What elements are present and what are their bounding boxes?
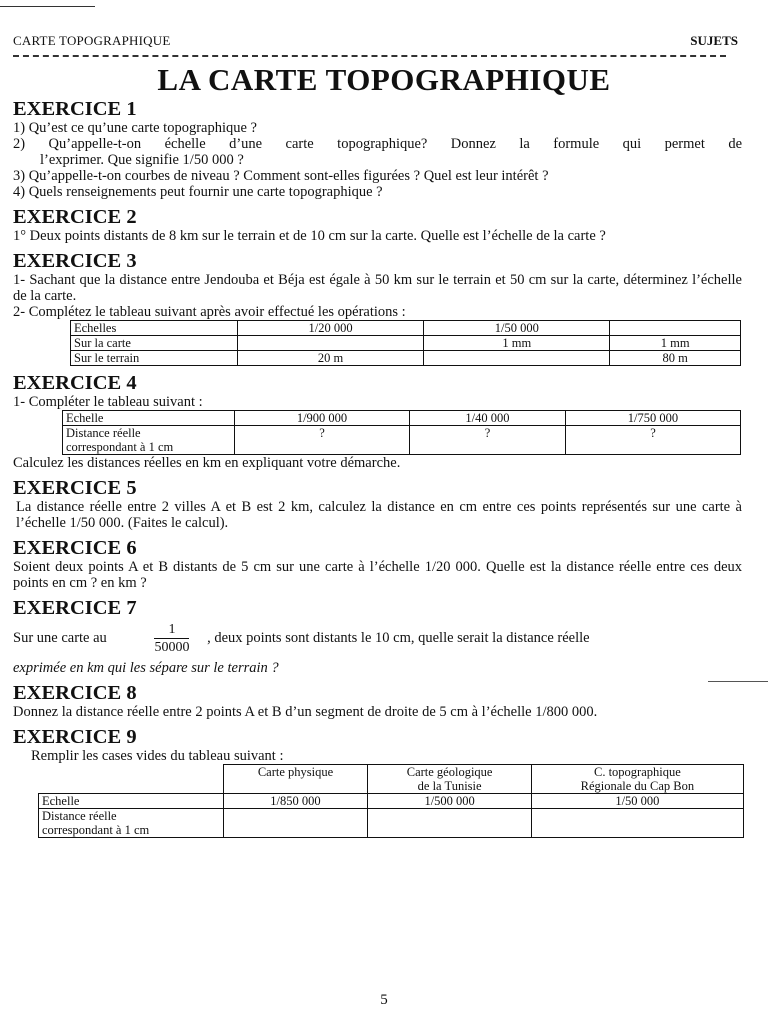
header-left: CARTE TOPOGRAPHIQUE bbox=[13, 33, 171, 48]
ex7-line-1 bbox=[13, 621, 742, 656]
exercise-3 bbox=[13, 250, 742, 366]
table-cell: 1 mm bbox=[424, 336, 610, 351]
table-row bbox=[71, 321, 741, 336]
ex4-instruction: Calculez les distances réelles en km en expliquant votre démarche. bbox=[13, 455, 401, 471]
table-row bbox=[71, 336, 741, 351]
ex3-table bbox=[70, 320, 741, 366]
table-cell: 20 m bbox=[238, 351, 424, 366]
stray-mark bbox=[708, 681, 768, 682]
cell-line: de la Tunisie bbox=[417, 779, 482, 793]
table-cell: ? bbox=[410, 426, 566, 455]
fraction-numerator: 1 bbox=[154, 621, 189, 639]
exercise-4 bbox=[13, 372, 742, 471]
ex1-question-2: 2) Qu’appelle-t-on échelle d’une carte topographique? Donnez la formule qui permet de bbox=[13, 136, 742, 152]
table-row bbox=[63, 411, 741, 426]
table-cell: 1/50 000 bbox=[424, 321, 610, 336]
exercise-3-title: EXERCICE 3 bbox=[13, 250, 137, 272]
ex3-question-1: 1- Sachant que la distance entre Jendouba et Béja est égale à 50 km sur le terrain et 50 cm sur la carte, déterminez l’échelle de la carte. bbox=[13, 272, 742, 304]
ex5-text: La distance réelle entre 2 villes A et B est 2 km, calculez la distance en cm entre ces points représentés sur une carte à l’échelle 1/50 000. (Faites le calcul). bbox=[16, 499, 742, 531]
ex4-question-1: 1- Compléter le tableau suivant : bbox=[13, 394, 203, 410]
table-row bbox=[39, 809, 744, 838]
page-title: LA CARTE TOPOGRAPHIQUE bbox=[157, 62, 611, 97]
exercise-5 bbox=[13, 477, 742, 531]
table-cell: ? bbox=[565, 426, 740, 455]
cell-line: Distance réelle bbox=[66, 426, 141, 440]
table-cell-empty bbox=[368, 809, 531, 838]
cell-line: C. topographique bbox=[593, 765, 681, 779]
table-cell: Echelles bbox=[71, 321, 238, 336]
table-cell-empty bbox=[531, 809, 743, 838]
page-number: 5 bbox=[380, 992, 388, 1008]
ex8-text: Donnez la distance réelle entre 2 points A et B d’un segment de droite de 5 cm à l’échelle 1/800 000. bbox=[13, 704, 598, 720]
exercise-9 bbox=[13, 726, 742, 838]
table-cell bbox=[238, 336, 424, 351]
table-cell: Echelle bbox=[63, 411, 235, 426]
table-cell: 1 mm bbox=[610, 336, 741, 351]
ex6-text: Soient deux points A et B distants de 5 cm sur une carte à l’échelle 1/20 000. Quelle est la distance réelle entre ces deux points en cm ? en km ? bbox=[13, 559, 742, 591]
table-cell: Sur le terrain bbox=[71, 351, 238, 366]
scale-fraction bbox=[154, 621, 189, 656]
table-row bbox=[63, 426, 741, 455]
cell-line: Régionale du Cap Bon bbox=[580, 779, 695, 793]
table-cell: Echelle bbox=[39, 794, 224, 809]
ex7-post: , deux points sont distants le 10 cm, quelle serait la distance réelle bbox=[207, 629, 590, 646]
table-cell bbox=[368, 765, 531, 794]
cell-line: Carte géologique bbox=[406, 765, 493, 779]
ex4-table bbox=[62, 410, 741, 455]
table-cell: 1/750 000 bbox=[565, 411, 740, 426]
exercise-1-title: EXERCICE 1 bbox=[13, 98, 137, 120]
exercise-5-title: EXERCICE 5 bbox=[13, 477, 137, 499]
table-cell: 1/900 000 bbox=[235, 411, 410, 426]
ex3-question-2: 2- Complétez le tableau suivant après avoir effectué les opérations : bbox=[13, 304, 406, 320]
exercise-2 bbox=[13, 206, 742, 244]
ex7-line-2: exprimée en km qui les sépare sur le terrain ? bbox=[13, 660, 279, 676]
ex7-pre: Sur une carte au bbox=[13, 629, 107, 646]
table-cell: ? bbox=[235, 426, 410, 455]
ex9-table bbox=[38, 764, 744, 838]
ex1-question-3: 3) Qu’appelle-t-on courbes de niveau ? Comment sont-elles figurées ? Quel est leur intérêt ? bbox=[13, 168, 549, 184]
table-cell bbox=[39, 809, 224, 838]
ex1-question-4: 4) Quels renseignements peut fournir une carte topographique ? bbox=[13, 184, 383, 200]
table-row bbox=[39, 765, 744, 794]
fraction-denominator: 50000 bbox=[154, 640, 190, 655]
exercise-2-title: EXERCICE 2 bbox=[13, 206, 137, 228]
table-cell: Sur la carte bbox=[71, 336, 238, 351]
exercise-4-title: EXERCICE 4 bbox=[13, 372, 137, 394]
table-cell: 1/850 000 bbox=[223, 794, 368, 809]
table-cell: 1/20 000 bbox=[238, 321, 424, 336]
table-cell bbox=[424, 351, 610, 366]
header-divider bbox=[13, 55, 726, 57]
ex9-question: Remplir les cases vides du tableau suivant : bbox=[31, 748, 284, 764]
document-body bbox=[13, 98, 742, 844]
table-cell bbox=[531, 765, 743, 794]
table-cell bbox=[610, 321, 741, 336]
top-edge-line bbox=[0, 6, 95, 7]
table-cell-empty bbox=[39, 765, 224, 794]
table-row bbox=[39, 794, 744, 809]
exercise-8 bbox=[13, 682, 742, 720]
exercise-1 bbox=[13, 98, 742, 200]
exercise-7-title: EXERCICE 7 bbox=[13, 597, 137, 619]
header-right: SUJETS bbox=[690, 33, 738, 48]
table-row bbox=[71, 351, 741, 366]
ex1-question-2-cont: l’exprimer. Que signifie 1/50 000 ? bbox=[40, 152, 244, 168]
table-cell: Carte physique bbox=[223, 765, 368, 794]
cell-line: Distance réelle bbox=[42, 809, 117, 823]
exercise-6 bbox=[13, 537, 742, 591]
cell-line: correspondant à 1 cm bbox=[42, 823, 150, 837]
table-cell bbox=[63, 426, 235, 455]
exercise-7 bbox=[13, 597, 742, 676]
exercise-8-title: EXERCICE 8 bbox=[13, 682, 137, 704]
ex2-text: 1° Deux points distants de 8 km sur le terrain et de 10 cm sur la carte. Quelle est l’échelle de la carte ? bbox=[13, 228, 606, 244]
table-cell-empty bbox=[223, 809, 368, 838]
exercise-9-title: EXERCICE 9 bbox=[13, 726, 137, 748]
exercise-6-title: EXERCICE 6 bbox=[13, 537, 137, 559]
table-cell: 80 m bbox=[610, 351, 741, 366]
table-cell: 1/500 000 bbox=[368, 794, 531, 809]
ex1-question-1: 1) Qu’est ce qu’une carte topographique ? bbox=[13, 120, 257, 136]
table-cell: 1/50 000 bbox=[531, 794, 743, 809]
cell-line: correspondant à 1 cm bbox=[66, 440, 174, 454]
table-cell: 1/40 000 bbox=[410, 411, 566, 426]
